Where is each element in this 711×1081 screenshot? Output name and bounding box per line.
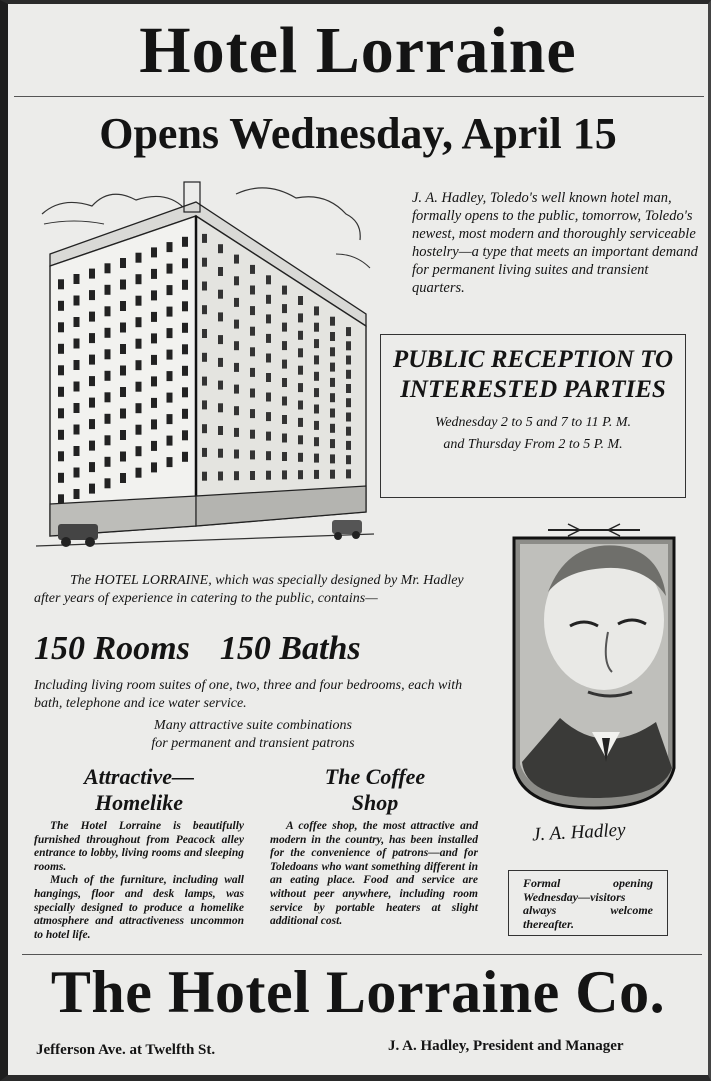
homelike-para-1: The Hotel Lorraine is beautifully furnished throughout from Peacock alley entrance to lobby, living rooms and sleeping rooms. bbox=[34, 820, 244, 873]
window-pane bbox=[136, 274, 142, 284]
window-pane bbox=[120, 387, 126, 397]
window-pane bbox=[250, 327, 255, 336]
window-pane bbox=[330, 393, 335, 402]
window-pane bbox=[218, 267, 223, 276]
window-pane bbox=[346, 469, 351, 478]
window-pane bbox=[314, 372, 319, 381]
window-pane bbox=[182, 387, 188, 397]
window-pane bbox=[182, 258, 188, 268]
window-pane bbox=[120, 301, 126, 311]
window-pane bbox=[298, 383, 303, 392]
heading-line-1: Attractive— bbox=[84, 764, 194, 789]
window-pane bbox=[136, 339, 142, 349]
window-pane bbox=[202, 400, 207, 409]
window-pane bbox=[136, 446, 142, 456]
window-pane bbox=[282, 470, 287, 479]
window-pane bbox=[298, 331, 303, 340]
window-pane bbox=[346, 370, 351, 379]
window-pane bbox=[250, 347, 255, 356]
window-pane bbox=[74, 339, 80, 349]
window-pane bbox=[151, 333, 157, 343]
window-pane bbox=[234, 255, 239, 264]
window-pane bbox=[202, 305, 207, 314]
window-pane bbox=[330, 363, 335, 372]
window-pane bbox=[234, 385, 239, 394]
coffee-shop-column-text bbox=[270, 820, 478, 929]
window-pane bbox=[330, 332, 335, 341]
window-pane bbox=[314, 306, 319, 315]
reception-schedule-wednesday: Wednesday 2 to 5 and 7 to 11 P. M. bbox=[434, 415, 632, 430]
window-pane bbox=[282, 286, 287, 295]
window-pane bbox=[330, 439, 335, 448]
coffee-shop-heading bbox=[270, 764, 480, 816]
window-pane bbox=[314, 323, 319, 332]
window-pane bbox=[202, 282, 207, 291]
window-pane bbox=[167, 242, 173, 252]
window-pane bbox=[105, 306, 111, 316]
window-pane bbox=[136, 253, 142, 263]
rooms-and-baths-headline bbox=[34, 632, 494, 666]
window-pane bbox=[202, 234, 207, 243]
window-pane bbox=[74, 468, 80, 478]
window-pane bbox=[136, 296, 142, 306]
window-pane bbox=[330, 317, 335, 326]
window-pane bbox=[120, 258, 126, 268]
window-pane bbox=[218, 312, 223, 321]
window-pane bbox=[105, 263, 111, 273]
window-pane bbox=[346, 441, 351, 450]
window-pane bbox=[282, 434, 287, 443]
window-pane bbox=[282, 415, 287, 424]
hotel-title: Hotel Lorraine bbox=[139, 14, 577, 87]
window-pane bbox=[266, 373, 271, 382]
rooms-count: 150 Rooms bbox=[34, 630, 190, 667]
window-pane bbox=[282, 323, 287, 332]
window-pane bbox=[298, 453, 303, 462]
window-pane bbox=[250, 306, 255, 315]
window-pane bbox=[266, 334, 271, 343]
window-pane bbox=[136, 317, 142, 327]
window-pane bbox=[182, 366, 188, 376]
window-pane bbox=[218, 358, 223, 367]
window-pane bbox=[74, 317, 80, 327]
window-pane bbox=[151, 247, 157, 257]
window-pane bbox=[167, 328, 173, 338]
window-pane bbox=[346, 384, 351, 393]
window-pane bbox=[250, 450, 255, 459]
window-pane bbox=[330, 347, 335, 356]
window-pane bbox=[74, 274, 80, 284]
window-pane bbox=[314, 421, 319, 430]
heading-line-1: The Coffee bbox=[324, 764, 426, 789]
window-pane bbox=[346, 398, 351, 407]
window-pane bbox=[250, 389, 255, 398]
window-pane bbox=[120, 452, 126, 462]
window-pane bbox=[202, 353, 207, 362]
window-pane bbox=[346, 356, 351, 365]
window-pane bbox=[218, 426, 223, 435]
window-pane bbox=[58, 430, 64, 440]
window-pane bbox=[120, 430, 126, 440]
window-pane bbox=[74, 360, 80, 370]
window-pane bbox=[151, 312, 157, 322]
window-pane bbox=[167, 350, 173, 360]
window-pane bbox=[346, 427, 351, 436]
window-pane bbox=[298, 296, 303, 305]
window-pane bbox=[105, 349, 111, 359]
window-pane bbox=[314, 405, 319, 414]
window-pane bbox=[167, 264, 173, 274]
window-pane bbox=[136, 468, 142, 478]
window-pane bbox=[167, 285, 173, 295]
window-pane bbox=[182, 409, 188, 419]
window-pane bbox=[58, 344, 64, 354]
window-pane bbox=[202, 329, 207, 338]
window-pane bbox=[202, 448, 207, 457]
window-pane bbox=[58, 322, 64, 332]
window-pane bbox=[250, 368, 255, 377]
window-pane bbox=[105, 328, 111, 338]
window-pane bbox=[120, 409, 126, 419]
window-pane bbox=[89, 269, 95, 279]
window-pane bbox=[250, 265, 255, 274]
window-pane bbox=[314, 437, 319, 446]
public-reception-box bbox=[380, 334, 686, 498]
window-pane bbox=[266, 471, 271, 480]
hotel-address: Jefferson Ave. at Twelfth St. bbox=[36, 1042, 216, 1058]
window-pane bbox=[167, 436, 173, 446]
window-pane bbox=[74, 403, 80, 413]
window-pane bbox=[105, 457, 111, 467]
window-pane bbox=[105, 478, 111, 488]
window-pane bbox=[136, 382, 142, 392]
baths-count: 150 Baths bbox=[219, 630, 361, 667]
window-pane bbox=[314, 339, 319, 348]
window-pane bbox=[89, 312, 95, 322]
window-pane bbox=[89, 333, 95, 343]
window-pane bbox=[105, 435, 111, 445]
window-pane bbox=[234, 428, 239, 437]
window-pane bbox=[298, 401, 303, 410]
window-pane bbox=[136, 403, 142, 413]
window-pane bbox=[266, 314, 271, 323]
window-pane bbox=[89, 376, 95, 386]
window-pane bbox=[151, 269, 157, 279]
window-pane bbox=[58, 473, 64, 483]
window-pane bbox=[346, 327, 351, 336]
reception-heading: PUBLIC RECEPTION TO INTERESTED PARTIES bbox=[392, 346, 674, 403]
window-pane bbox=[58, 301, 64, 311]
window-pane bbox=[218, 403, 223, 412]
window-pane bbox=[120, 323, 126, 333]
window-pane bbox=[105, 285, 111, 295]
window-pane bbox=[58, 408, 64, 418]
heading-line-2: Homelike bbox=[95, 790, 183, 815]
window-pane bbox=[218, 449, 223, 458]
window-pane bbox=[89, 398, 95, 408]
window-pane bbox=[182, 323, 188, 333]
window-pane bbox=[266, 432, 271, 441]
window-pane bbox=[74, 489, 80, 499]
window-pane bbox=[234, 298, 239, 307]
window-pane bbox=[282, 341, 287, 350]
window-pane bbox=[218, 472, 223, 481]
coffee-shop-para-1: A coffee shop, the most attractive and modern in the country, has been installed for the convenience of patrons—and for Toledoans who want something different in an eating place. Food and service are without peer anywhere, including room service by portable heaters at slight additional cost. bbox=[270, 820, 478, 928]
window-pane bbox=[182, 280, 188, 290]
intro-paragraph: J. A. Hadley, Toledo's well known hotel man, formally opens to the public, tomorrow, Toledo's newest, most modern and thoroughly serviceable hostelry—a type that meets an important demand for permanent living suites and transient quarters. bbox=[412, 190, 698, 296]
window-pane bbox=[151, 462, 157, 472]
window-pane bbox=[266, 451, 271, 460]
window-pane bbox=[234, 320, 239, 329]
window-pane bbox=[120, 366, 126, 376]
window-pane bbox=[182, 430, 188, 440]
window-pane bbox=[105, 392, 111, 402]
window-pane bbox=[250, 471, 255, 480]
window-pane bbox=[105, 414, 111, 424]
window-pane bbox=[120, 280, 126, 290]
suite-line-2: for permanent and transient patrons bbox=[151, 736, 355, 751]
header-divider bbox=[14, 96, 704, 97]
window-pane bbox=[89, 355, 95, 365]
window-pane bbox=[346, 413, 351, 422]
hadley-portrait bbox=[508, 522, 680, 822]
heading-line-2: Shop bbox=[351, 790, 399, 815]
window-pane bbox=[182, 301, 188, 311]
window-pane bbox=[218, 290, 223, 299]
window-pane bbox=[120, 473, 126, 483]
window-pane bbox=[282, 397, 287, 406]
window-pane bbox=[330, 454, 335, 463]
including-paragraph: Including living room suites of one, two, three and four bedrooms, each with bath, telephone and ice water service. bbox=[34, 678, 463, 711]
window-pane bbox=[74, 446, 80, 456]
window-pane bbox=[151, 441, 157, 451]
window-pane bbox=[346, 341, 351, 350]
window-pane bbox=[282, 452, 287, 461]
window-pane bbox=[202, 258, 207, 267]
window-pane bbox=[266, 275, 271, 284]
window-pane bbox=[346, 455, 351, 464]
window-pane bbox=[74, 425, 80, 435]
window-pane bbox=[234, 406, 239, 415]
window-pane bbox=[330, 424, 335, 433]
window-pane bbox=[58, 451, 64, 461]
reception-schedule-thursday: and Thursday From 2 to 5 P. M. bbox=[443, 437, 623, 452]
window-pane bbox=[58, 387, 64, 397]
suite-line-1: Many attractive suite combinations bbox=[154, 718, 352, 733]
window-pane bbox=[167, 414, 173, 424]
window-pane bbox=[89, 419, 95, 429]
hadley-signature: J. A. Hadley bbox=[531, 819, 627, 846]
window-pane bbox=[58, 279, 64, 289]
window-pane bbox=[234, 363, 239, 372]
window-pane bbox=[58, 365, 64, 375]
window-pane bbox=[282, 304, 287, 313]
window-pane bbox=[89, 462, 95, 472]
window-pane bbox=[330, 470, 335, 479]
hotel-building-illustration bbox=[36, 174, 376, 569]
window-pane bbox=[266, 412, 271, 421]
window-pane bbox=[167, 307, 173, 317]
window-pane bbox=[136, 425, 142, 435]
window-pane bbox=[250, 286, 255, 295]
window-pane bbox=[182, 344, 188, 354]
window-pane bbox=[89, 441, 95, 451]
window-pane bbox=[266, 393, 271, 402]
window-pane bbox=[298, 418, 303, 427]
footer-divider bbox=[22, 954, 702, 955]
window-pane bbox=[314, 355, 319, 364]
window-pane bbox=[330, 378, 335, 387]
window-pane bbox=[330, 409, 335, 418]
window-pane bbox=[218, 244, 223, 253]
window-pane bbox=[298, 366, 303, 375]
window-pane bbox=[218, 381, 223, 390]
opening-date-heading: Opens Wednesday, April 15 bbox=[99, 109, 617, 158]
window-pane bbox=[298, 435, 303, 444]
window-pane bbox=[89, 484, 95, 494]
window-pane bbox=[167, 457, 173, 467]
window-pane bbox=[151, 290, 157, 300]
window-pane bbox=[105, 371, 111, 381]
contains-paragraph: The HOTEL LORRAINE, which was specially designed by Mr. Hadley after years of experience in catering to the public, contains— bbox=[34, 573, 464, 606]
suite-combinations bbox=[8, 717, 498, 753]
window-pane bbox=[314, 454, 319, 463]
window-pane bbox=[250, 409, 255, 418]
window-pane bbox=[182, 452, 188, 462]
window-pane bbox=[234, 450, 239, 459]
homelike-column-text bbox=[34, 820, 244, 942]
window-pane bbox=[74, 296, 80, 306]
window-pane bbox=[298, 470, 303, 479]
window-pane bbox=[202, 377, 207, 386]
window-pane bbox=[282, 360, 287, 369]
window-pane bbox=[234, 276, 239, 285]
window-pane bbox=[167, 371, 173, 381]
window-pane bbox=[282, 378, 287, 387]
window-pane bbox=[167, 393, 173, 403]
window-pane bbox=[266, 354, 271, 363]
window-pane bbox=[314, 470, 319, 479]
window-pane bbox=[74, 382, 80, 392]
window-pane bbox=[266, 295, 271, 304]
homelike-para-2: Much of the furniture, including wall hangings, floor and desk lamps, was specially designed to produce a homelike atmosphere and attractiveness uncommon to hotel life. bbox=[34, 874, 244, 941]
window-pane bbox=[234, 341, 239, 350]
window-pane bbox=[136, 360, 142, 370]
window-pane bbox=[89, 290, 95, 300]
window-pane bbox=[202, 472, 207, 481]
formal-opening-note: Formal opening Wednesday—visitors always welcome thereafter. bbox=[508, 870, 668, 936]
president-credit: J. A. Hadley, President and Manager bbox=[388, 1038, 624, 1054]
window-pane bbox=[218, 335, 223, 344]
window-pane bbox=[314, 388, 319, 397]
window-pane bbox=[298, 313, 303, 322]
window-pane bbox=[151, 376, 157, 386]
window-pane bbox=[151, 355, 157, 365]
attractive-homelike-heading bbox=[34, 764, 244, 816]
window-pane bbox=[151, 419, 157, 429]
company-name: The Hotel Lorraine Co. bbox=[50, 959, 666, 1025]
window-pane bbox=[250, 430, 255, 439]
window-pane bbox=[182, 237, 188, 247]
window-pane bbox=[151, 398, 157, 408]
window-pane bbox=[120, 344, 126, 354]
window-pane bbox=[202, 424, 207, 433]
window-pane bbox=[234, 471, 239, 480]
window-pane bbox=[298, 348, 303, 357]
